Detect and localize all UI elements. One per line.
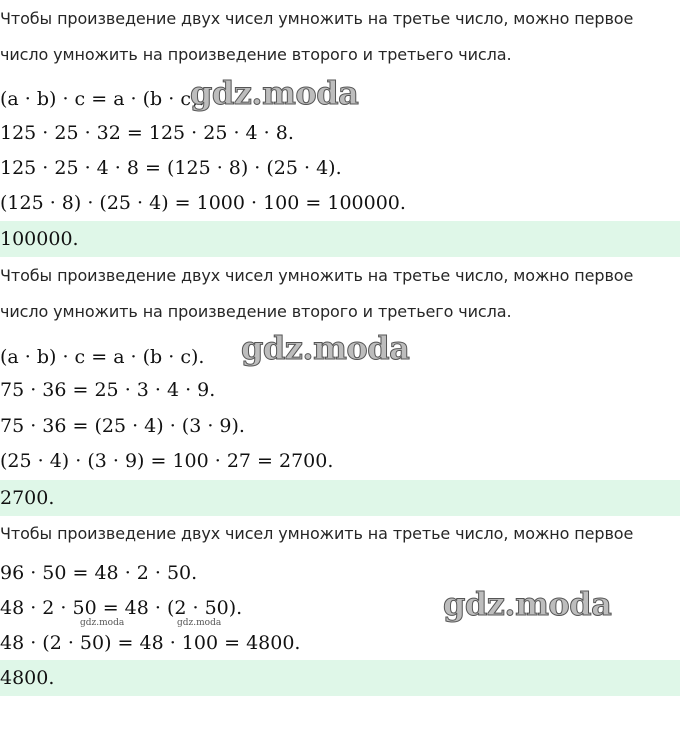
answer-box	[0, 660, 680, 696]
small-watermark: gdz.moda	[80, 618, 125, 628]
solution-step: 48 · (2 · 50) = 48 · 100 = 4800.	[0, 632, 301, 654]
watermark: gdz.moda	[241, 329, 410, 367]
formula: (a · b) · c = a · (b · c).	[0, 346, 205, 368]
solution-step: 75 · 36 = (25 · 4) · (3 · 9).	[0, 415, 245, 437]
answer-text: 4800.	[0, 667, 55, 689]
watermark: gdz.moda	[443, 585, 612, 623]
rule-text-line2: число умножить на произведение второго и третьего числа.	[0, 302, 512, 321]
answer-box	[0, 221, 680, 257]
formula: (a · b) · c = a · (b · c).	[0, 88, 205, 110]
solution-step: (25 · 4) · (3 · 9) = 100 · 27 = 2700.	[0, 450, 334, 472]
rule-text-line2: число умножить на произведение второго и третьего числа.	[0, 45, 512, 64]
rule-text-line1: Чтобы произведение двух чисел умножить на третье число, можно первое	[0, 524, 634, 543]
solution-step: 125 · 25 · 4 · 8 = (125 · 8) · (25 · 4).	[0, 157, 342, 179]
answer-box	[0, 480, 680, 516]
rule-text-line1: Чтобы произведение двух чисел умножить на третье число, можно первое	[0, 266, 634, 285]
solution-step: 96 · 50 = 48 · 2 · 50.	[0, 562, 198, 584]
answer-text: 2700.	[0, 487, 55, 509]
answer-text: 100000.	[0, 228, 79, 250]
solution-step: 48 · 2 · 50 = 48 · (2 · 50).	[0, 597, 243, 619]
rule-text-line1: Чтобы произведение двух чисел умножить на третье число, можно первое	[0, 9, 634, 28]
solution-step: (125 · 8) · (25 · 4) = 1000 · 100 = 100000.	[0, 192, 406, 214]
solution-step: 125 · 25 · 32 = 125 · 25 · 4 · 8.	[0, 122, 294, 144]
watermark: gdz.moda	[190, 74, 359, 112]
small-watermark: gdz.moda	[177, 618, 222, 628]
solution-step: 75 · 36 = 25 · 3 · 4 · 9.	[0, 379, 216, 401]
